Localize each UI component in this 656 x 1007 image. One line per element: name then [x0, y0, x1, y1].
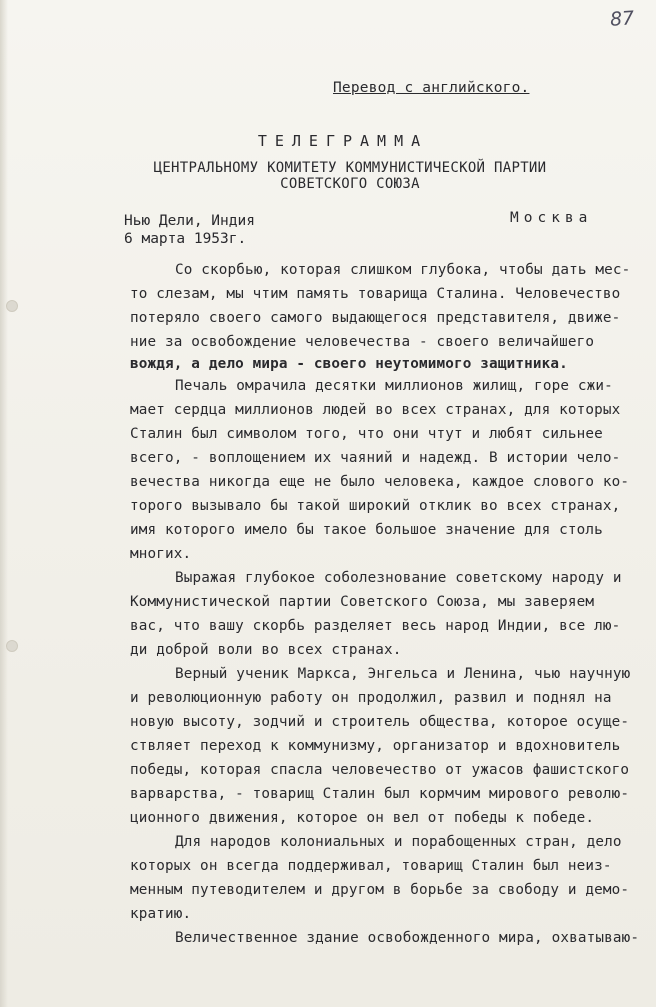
- text-line: и революционную работу он продолжил, развил и поднял на: [130, 690, 612, 706]
- text-line: победы, которая спасла человечество от ужасов фашистского: [130, 762, 630, 778]
- sender-date: 6 марта 1953г.: [124, 231, 247, 247]
- text-line: имя которого имело бы такое большое значение для столь: [130, 522, 603, 538]
- text-line: ди доброй воли во всех странах.: [130, 642, 402, 658]
- text-line: ционного движения, которое он вел от победы к победе.: [130, 810, 595, 826]
- text-line: вас, что вашу скорбь разделяет весь народ Индии, все лю-: [130, 618, 621, 634]
- telegram-heading: ТЕЛЕГРАММА: [257, 132, 429, 150]
- text-line: потеряло своего самого выдающегося представителя, движе-: [130, 310, 621, 326]
- text-line: ние за освобождение человечества - своего величайшего: [130, 334, 595, 350]
- text-line: новую высоту, зодчий и строитель общества, которое осуще-: [130, 714, 630, 730]
- text-line: то слезам, мы чтим память товарища Сталина. Человечество: [130, 286, 621, 302]
- text-line: которых он всегда поддерживал, товарищ Сталин был неиз-: [130, 858, 612, 874]
- recipient-line: ЦЕНТРАЛЬНОМУ КОМИТЕТУ КОММУНИСТИЧЕСКОЙ ПАРТИИ: [153, 160, 547, 176]
- text-line: всего, - воплощением их чаяний и надежд. В истории чело-: [130, 450, 621, 466]
- recipient-line: СОВЕТСКОГО СОЮЗА: [280, 176, 420, 192]
- text-line: торого вызывало бы такой широкий отклик во всех странах,: [130, 498, 621, 514]
- text-line: менным путеводителем и другом в борьбе за свободу и демо-: [130, 882, 630, 898]
- text-line: варварства, - товарищ Сталин был кормчим мирового револю-: [130, 786, 630, 802]
- text-line: Сталин был символом того, что они чтут и любят сильнее: [130, 426, 603, 442]
- text-line: мает сердца миллионов людей во всех странах, для которых: [130, 402, 621, 418]
- text-line: Величественное здание освобожденного мира, охватываю-: [175, 930, 640, 946]
- translation-note: Перевод с английского.: [333, 80, 530, 96]
- text-line: Выражая глубокое соболезнование советскому народу и: [175, 570, 622, 586]
- text-line: Со скорбью, которая слишком глубока, чтобы дать мес-: [175, 262, 631, 278]
- text-line: кратию.: [130, 906, 192, 922]
- destination: Москва: [510, 210, 593, 226]
- sender-city: Нью Дели, Индия: [124, 213, 255, 229]
- text-line: многих.: [130, 546, 192, 562]
- page-number: 87: [609, 7, 635, 31]
- text-line: Коммунистической партии Советского Союза, мы заверяем: [130, 594, 595, 610]
- text-line: вождя, а дело мира - своего неутомимого защитника.: [130, 356, 568, 372]
- text-line: Печаль омрачила десятки миллионов жилищ, горе сжи-: [175, 378, 613, 394]
- text-line: Для народов колониальных и порабощенных стран, дело: [175, 834, 622, 850]
- text-line: Верный ученик Маркса, Энгельса и Ленина, чью научную: [175, 666, 631, 682]
- text-line: вечества никогда еще не было человека, каждое слового ко-: [130, 474, 630, 490]
- text-line: ствляет переход к коммунизму, организатор и вдохновитель: [130, 738, 621, 754]
